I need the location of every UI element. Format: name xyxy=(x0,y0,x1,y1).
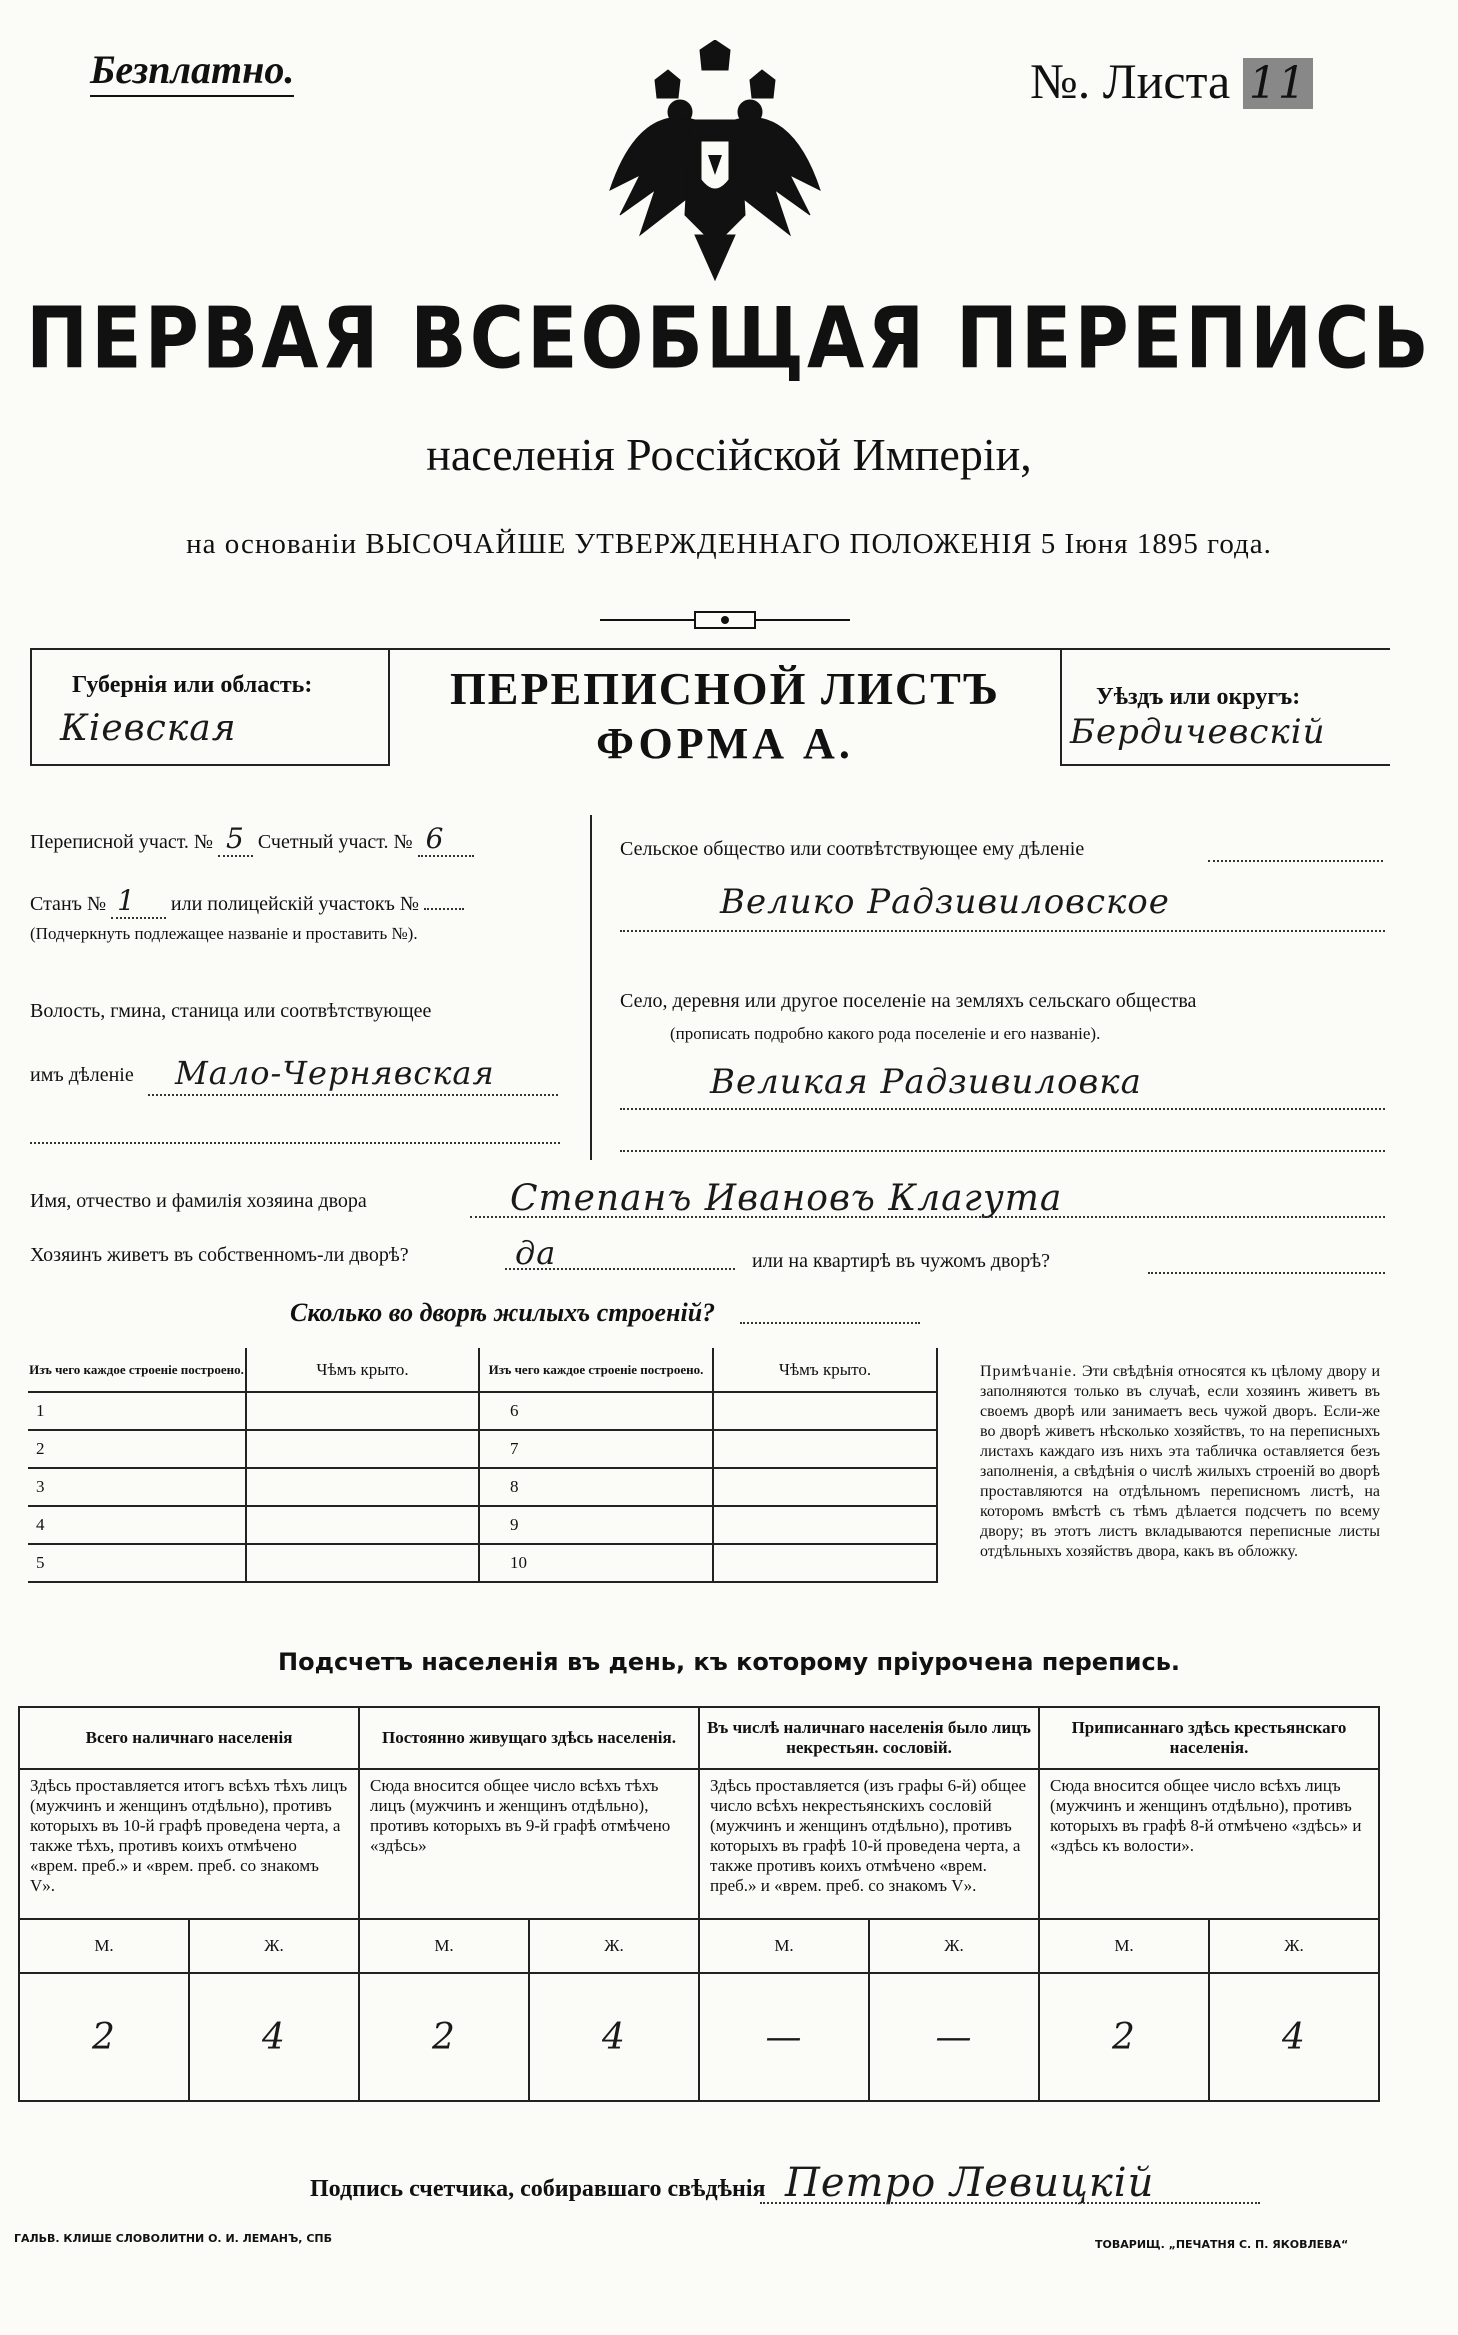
col1-male: 2 xyxy=(19,1973,189,2101)
volost-label: Волость, гмина, станица или соотвѣтствующее xyxy=(30,1000,432,1022)
footer-right: ТОВАРИЩ. „ПЕЧАТНЯ С. П. ЯКОВЛЕВА“ xyxy=(1095,2238,1349,2251)
remark-text: Эти свѣдѣнія относятся къ цѣлому двору и заполняются только въ случаѣ, если хозяинъ живетъ въ своемъ дворѣ или занимаетъ весь чужой дворъ. Если-же во дворѣ живетъ нѣсколько хозяйствъ, то на переписныхъ листахъ каждаго изъ нихъ эта табличка оставляется безъ заполненія, а свѣдѣнія о числѣ жилыхъ строеній во дворѣ проставляются на отдѣльномъ переписномъ листѣ, на которомъ вмѣстѣ съ тѣмъ дѣлается подсчетъ по всему двору; въ этотъ листъ вкладываются переписные листы отдѣльныхъ хозяйствъ двора, какъ въ обложку. xyxy=(980,1363,1381,1560)
m-label: М. xyxy=(699,1919,869,1973)
col2-male: 2 xyxy=(359,1973,529,2101)
buildings-table-left xyxy=(28,1348,478,1583)
rent-yard-label: или на квартирѣ въ чужомъ дворѣ? xyxy=(752,1250,1051,1272)
uchast-row xyxy=(30,822,474,855)
selo-label: Село, деревня или другое поселеніе на земляхъ сельскаго общества xyxy=(620,990,1197,1012)
volost-label-2: имъ дѣленіе xyxy=(30,1064,134,1086)
stan-row xyxy=(30,884,464,917)
row-number: 4 xyxy=(28,1506,246,1544)
m-label: М. xyxy=(359,1919,529,1973)
col2-head: Постоянно живущаго здѣсь населенія. xyxy=(359,1707,699,1769)
remark-title: Примѣчаніе. xyxy=(980,1363,1078,1380)
schet-label: Счетный участ. № xyxy=(257,831,413,853)
sheet-number xyxy=(1030,52,1313,110)
uchast-label: Переписной участ. № xyxy=(30,831,214,853)
col-material-header: Изъ чего каждое строеніе построено. xyxy=(28,1348,246,1392)
col4-female: 4 xyxy=(1209,1973,1379,2101)
own-yard-value: да xyxy=(515,1234,557,1272)
main-title: ПЕРВАЯ ВСЕОБЩАЯ ПЕРЕПИСЬ xyxy=(26,289,1432,389)
subtitle: населенія Россійской Имперіи, xyxy=(426,429,1032,480)
sheet-number-value: 11 xyxy=(1243,58,1313,109)
row-number: 5 xyxy=(28,1544,246,1582)
f-label: Ж. xyxy=(869,1919,1039,1973)
col4-male: 2 xyxy=(1039,1973,1209,2101)
f-label: Ж. xyxy=(1209,1919,1379,1973)
selo-note: (прописать подробно какого рода поселеніе и его названіе). xyxy=(670,1024,1101,1043)
gubernia-value: Кіевская xyxy=(60,708,237,749)
col3-head: Въ числѣ наличнаго населенія было лицъ некрестьян. сословій. xyxy=(699,1707,1039,1769)
gubernia-label: Губернія или область: xyxy=(72,672,313,698)
volost-value: Мало-Чернявская xyxy=(175,1054,495,1092)
selo-value: Великая Радзивиловка xyxy=(710,1062,1142,1102)
col2-female: 4 xyxy=(529,1973,699,2101)
buildings-table-right xyxy=(478,1348,938,1583)
f-label: Ж. xyxy=(189,1919,359,1973)
uezd-value: Бердичевскій xyxy=(1070,712,1326,752)
own-yard-label: Хозяинъ живетъ въ собственномъ-ли дворѣ? xyxy=(30,1244,409,1266)
sheet-title: ПЕРЕПИСНОЙ ЛИСТЪ xyxy=(449,663,1001,714)
row-number: 2 xyxy=(28,1430,246,1468)
col2-desc: Сюда вносится общее число всѣхъ тѣхъ лицъ (мужчинъ и женщинъ отдѣльно), противъ которыхъ въ 9-й графѣ отмѣчено «здѣсь» xyxy=(359,1769,699,1919)
row-number: 6 xyxy=(479,1392,713,1430)
row-number: 3 xyxy=(28,1468,246,1506)
owner-name-label: Имя, отчество и фамилія хозяина двора xyxy=(30,1190,367,1212)
col1-head: Всего наличнаго населенія xyxy=(19,1707,359,1769)
stan-value: 1 xyxy=(111,884,166,919)
col-roof-header: Чѣмъ крыто. xyxy=(246,1348,478,1392)
col-roof-header: Чѣмъ крыто. xyxy=(713,1348,937,1392)
m-label: М. xyxy=(1039,1919,1209,1973)
buildings-count-label: Сколько во дворѣ жилыхъ строеній? xyxy=(290,1298,716,1327)
row-number: 8 xyxy=(479,1468,713,1506)
col3-female: — xyxy=(869,1973,1039,2101)
col-material-header: Изъ чего каждое строеніе построено. xyxy=(479,1348,713,1392)
ornament-divider xyxy=(600,608,850,632)
col4-desc: Сюда вносится общее число всѣхъ лицъ (мужчинъ и женщинъ отдѣльно), противъ которыхъ въ графѣ 8-й отмѣчено «здѣсь» и «здѣсь къ волости». xyxy=(1039,1769,1379,1919)
uchast-value: 5 xyxy=(218,822,253,857)
owner-name-value: Степанъ Ивановъ Клагута xyxy=(510,1178,1063,1219)
police-label: или полицейскій участокъ № xyxy=(170,893,419,915)
schet-value: 6 xyxy=(418,822,475,857)
form-label: ФОРМА А. xyxy=(596,719,854,768)
stan-note: (Подчеркнуть подлежащее названіе и проставить №). xyxy=(30,924,418,943)
basis-line: на основаніи ВЫСОЧАЙШЕ УТВЕРЖДЕННАГО ПОЛОЖЕНІЯ 5 Іюня 1895 года. xyxy=(186,528,1272,560)
signature-value: Петро Левицкій xyxy=(785,2160,1155,2206)
col4-head: Приписаннаго здѣсь крестьянскаго населенія. xyxy=(1039,1707,1379,1769)
sheet-number-label: №. Листа xyxy=(1030,53,1231,109)
obshchestvo-value: Велико Радзивиловское xyxy=(720,882,1170,922)
imperial-eagle-emblem xyxy=(600,40,830,290)
uezd-label: Уѣздъ или округъ: xyxy=(1096,684,1301,710)
population-table xyxy=(18,1706,1380,2102)
col3-desc: Здѣсь проставляется (изъ графы 6-й) общее число всѣхъ некрестьянскихъ сословій (мужчинъ и женщинъ отдѣльно), противъ которыхъ въ графѣ 10-й проведена черта, а также противъ коихъ отмѣчено «врем. преб.» и «врем. преб. со знакомъ V». xyxy=(699,1769,1039,1919)
col3-male: — xyxy=(699,1973,869,2101)
signature-label: Подпись счетчика, собиравшаго свѣдѣнія xyxy=(310,2176,766,2202)
obshchestvo-label: Сельское общество или соотвѣтствующее ему дѣленіе xyxy=(620,838,1085,860)
row-number: 7 xyxy=(479,1430,713,1468)
row-number: 9 xyxy=(479,1506,713,1544)
m-label: М. xyxy=(19,1919,189,1973)
free-label: Безплатно. xyxy=(90,46,294,97)
row-number: 10 xyxy=(479,1544,713,1582)
footer-left: ГАЛЬВ. КЛИШЕ СЛОВОЛИТНИ О. И. ЛЕМАНЪ, СПБ xyxy=(14,2232,332,2245)
row-number: 1 xyxy=(28,1392,246,1430)
f-label: Ж. xyxy=(529,1919,699,1973)
col1-female: 4 xyxy=(189,1973,359,2101)
count-title: Подсчетъ населенія въ день, къ которому пріурочена перепись. xyxy=(278,1648,1180,1676)
stan-label: Станъ № xyxy=(30,893,107,915)
col1-desc: Здѣсь проставляется итогъ всѣхъ тѣхъ лицъ (мужчинъ и женщинъ отдѣльно), противъ которыхъ въ 10-й графѣ проведена черта, а также тѣхъ, противъ коихъ отмѣчено «врем. преб.» и «врем. преб. со знакомъ V». xyxy=(19,1769,359,1919)
remark xyxy=(980,1362,1380,1562)
